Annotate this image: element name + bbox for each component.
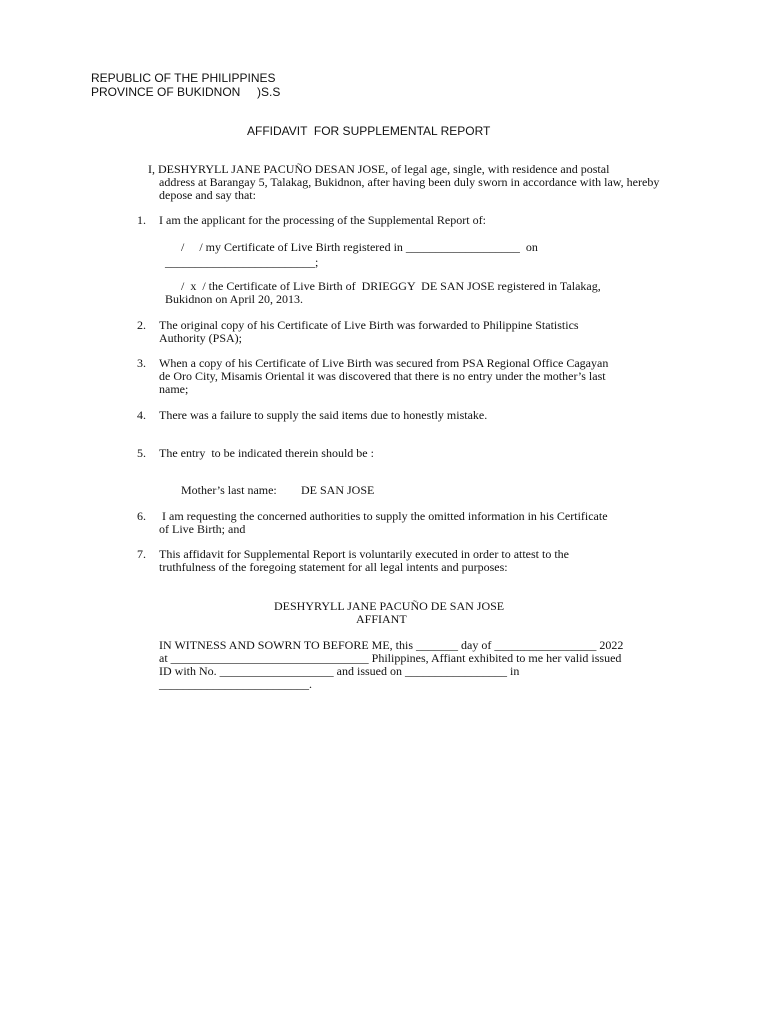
item-3-line-1: When a copy of his Certificate of Live Birth was secured from PSA Regional Office Cagayan	[159, 356, 609, 370]
item-6-line-2: of Live Birth; and	[159, 522, 246, 536]
witness-line-3: ID with No. ___________________ and issued on _________________ in	[159, 664, 520, 678]
header-republic: REPUBLIC OF THE PHILIPPINES	[91, 71, 276, 85]
intro-line-3: depose and say that:	[159, 188, 256, 202]
item-4-text: There was a failure to supply the said items due to honestly mistake.	[159, 408, 488, 422]
header-province: PROVINCE OF BUKIDNON )S.S	[91, 85, 281, 99]
option-own-certificate-line-2: _________________________;	[165, 255, 319, 269]
item-3-line-2: de Oro City, Misamis Oriental it was discovered that there is no entry under the mother’s last	[159, 369, 606, 383]
mothers-last-name-label: Mother’s last name:	[181, 483, 277, 497]
affiant-name: DESHYRYLL JANE PACUÑO DE SAN JOSE	[274, 599, 505, 613]
witness-line-1: IN WITNESS AND SOWRN TO BEFORE ME, this _______ day of _________________ 2022	[159, 638, 624, 652]
item-number: 6.	[137, 509, 146, 523]
item-7-line-2: truthfulness of the foregoing statement for all legal intents and purposes:	[159, 560, 508, 574]
item-1-text: I am the applicant for the processing of the Supplemental Report of:	[159, 213, 486, 227]
item-2-line-1: The original copy of his Certificate of Live Birth was forwarded to Philippine Statistics	[159, 318, 579, 332]
option-child-certificate-line-2: Bukidnon on April 20, 2013.	[165, 292, 304, 306]
option-child-certificate-line-1: / x / the Certificate of Live Birth of DRIEGGY DE SAN JOSE registered in Talakag,	[181, 279, 601, 293]
mothers-last-name-value: DE SAN JOSE	[301, 483, 375, 497]
witness-line-4: _________________________.	[159, 677, 312, 691]
item-number: 5.	[137, 446, 146, 460]
item-number: 2.	[137, 318, 146, 332]
item-number: 4.	[137, 408, 146, 422]
item-7-line-1: This affidavit for Supplemental Report is voluntarily executed in order to attest to the	[159, 547, 570, 561]
option-own-certificate-line-1: / / my Certificate of Live Birth registered in ___________________ on	[181, 240, 538, 254]
intro-line-2: address at Barangay 5, Talakag, Bukidnon, after having been duly sworn in accordance with law, hereby	[159, 175, 660, 189]
item-5-text: The entry to be indicated therein should be :	[159, 446, 374, 460]
item-3-line-3: name;	[159, 382, 189, 396]
intro-line-1: I, DESHYRYLL JANE PACUÑO DESAN JOSE, of legal age, single, with residence and postal	[148, 162, 610, 176]
item-2-line-2: Authority (PSA);	[159, 331, 243, 345]
item-number: 7.	[137, 547, 146, 561]
document-title: AFFIDAVIT FOR SUPPLEMENTAL REPORT	[247, 124, 491, 138]
item-number: 3.	[137, 356, 146, 370]
witness-line-2: at _________________________________ Philippines, Affiant exhibited to me her valid issued	[159, 651, 622, 665]
affiant-label: AFFIANT	[356, 612, 407, 626]
item-6-line-1: I am requesting the concerned authorities to supply the omitted information in his Certificate	[159, 509, 608, 523]
item-number: 1.	[137, 213, 146, 227]
